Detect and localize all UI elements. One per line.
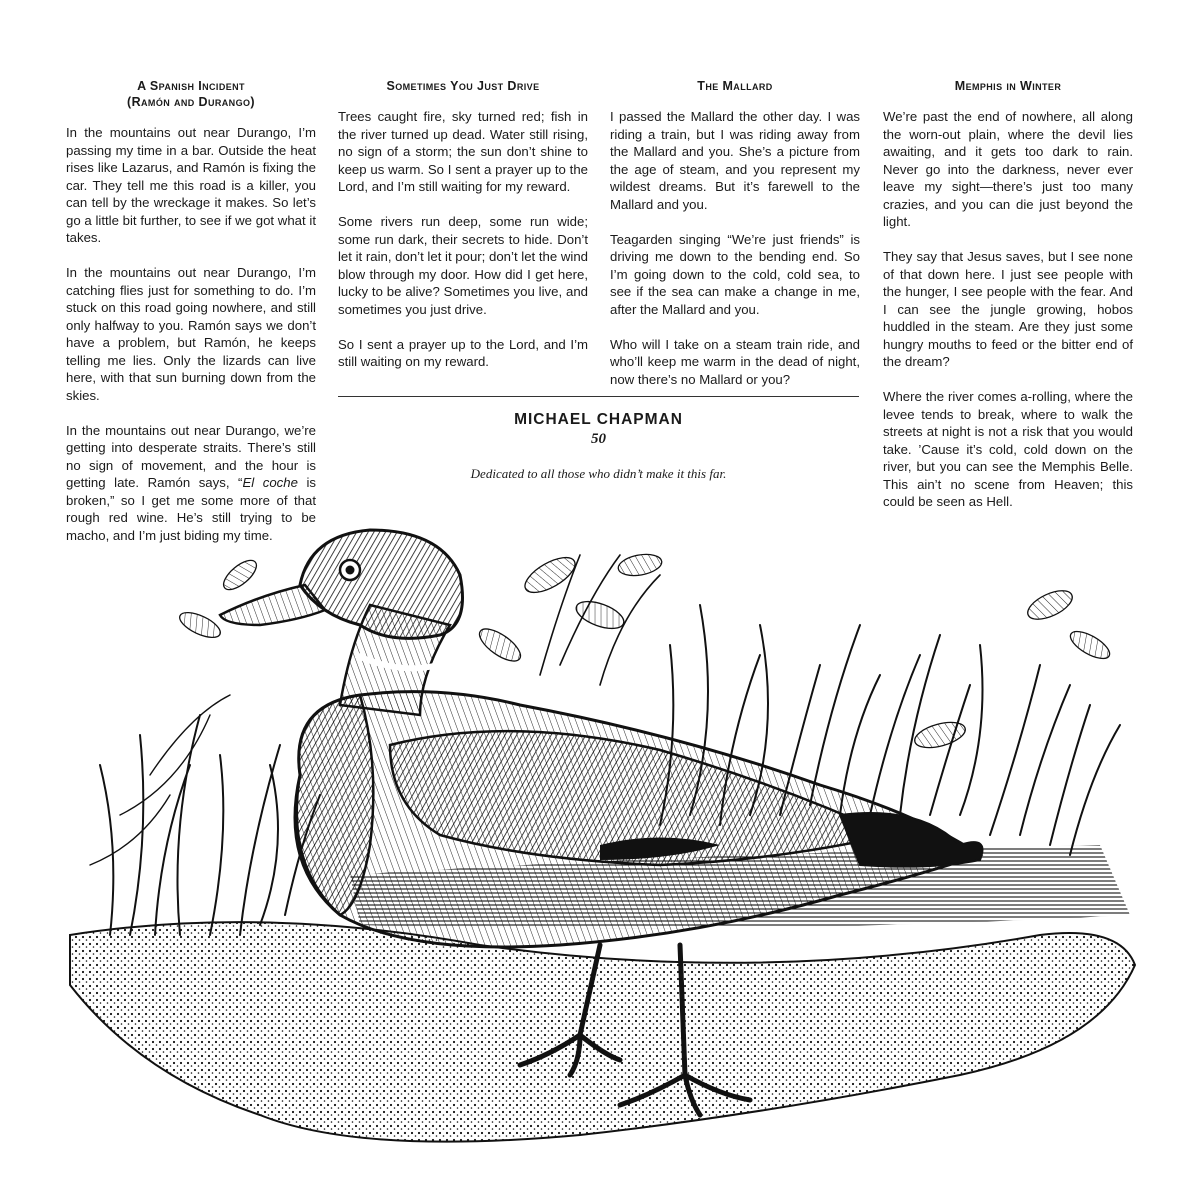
stanza-text: In the mountains out near Durango, we’re getting into desperate straits. There’s still no sign of movement, and the hour is getting late. Ramón says, “	[66, 422, 316, 490]
artist-name: MICHAEL CHAPMAN	[514, 411, 683, 428]
stanza: We’re past the end of nowhere, all along the worn-out plain, where the devil lies awaiting, and it gets too dark to rain. Never go into the darkness, never ever leave my sight—there’s just too many crazies, and you can die just beyond the light.	[883, 109, 1133, 229]
song-title: Sometimes You Just Drive	[386, 79, 540, 93]
stanza: In the mountains out near Durango, I’m passing my time in a bar. Outside the heat rises like Lazarus, and Ramón is fixing the car. They tell me this road is a killer, you can tell by the wreckage it makes. So let’s go a little bit further, to see if we got what it takes.	[66, 125, 316, 245]
duck-pupil	[346, 566, 355, 575]
stanza-text: is broken,” so I get me some more of that rough red wine. He’s still trying to be macho, and I’m just biding my time.	[66, 475, 317, 543]
credit-block	[338, 411, 859, 482]
stanza: Teagarden singing “We’re just friends” is driving me down to the bending end. So I’m going down to the cold, cold sea, to see if the sea can make a change in me, after the Mallard and you.	[610, 231, 860, 317]
stanza: Trees caught fire, sky turned red; fish in the river turned up dead. Water still rising, no sign of a storm; the sun don’t shine to keep us warm. So I sent a prayer up to the Lord, and I’m still waiting for my reward.	[338, 109, 588, 194]
lyrics-column-memphis-in-winter	[883, 78, 1133, 511]
stanza: They say that Jesus saves, but I see none of that down here. I just see people with the hunger, I see people with the fear. And I can see the jungle growing, hobos huddled in the steam. Are they just some hungry mouths to feed or the bitter end of the dream?	[883, 249, 1133, 369]
stanza: So I sent a prayer up to the Lord, and I’m still waiting on my reward.	[338, 336, 588, 369]
duck-head	[300, 530, 463, 638]
lyrics-column-sometimes-you-just-drive	[338, 78, 588, 371]
stanza: I passed the Mallard the other day. I was riding a train, but I was riding away from the Mallard and you. She’s a picture from the age of steam, and you represent my wildest dreams. But it’s farewell to the Mallard and you.	[610, 109, 860, 212]
song-title	[66, 78, 316, 110]
album-title: 50	[591, 431, 606, 447]
mallard-duck-illustration	[60, 515, 1140, 1175]
ground-shadow	[70, 922, 1135, 1142]
stanza-italic-text: El coche	[242, 475, 298, 490]
stanza: Who will I take on a steam train ride, and who’ll keep me warm in the dead of night, now there’s no Mallard or you?	[610, 336, 860, 387]
stanza: In the mountains out near Durango, I’m catching flies just for something to do. I’m stuck on this road going nowhere, and still only halfway to you. Ramón says we don’t have a problem, but Ramón, he keeps telling me lies. Only the lizards can live here, with that sun burning down from the skies.	[66, 265, 316, 403]
duck-bill	[220, 585, 325, 625]
dedication: Dedicated to all those who didn’t make it this far.	[470, 466, 727, 481]
song-title: Memphis in Winter	[954, 79, 1062, 93]
song-title-text: A Spanish Incident	[137, 79, 245, 93]
stanza: Where the river comes a-rolling, where the levee tends to break, where to walk the streets at night is not a risk that you would take. ’Cause it’s cold, cold down on the river, but you can see the Memphis Belle. This ain’t no scene from Heaven; this could be seen as Hell.	[883, 389, 1133, 509]
divider-rule	[338, 396, 859, 397]
lyrics-column-the-mallard	[610, 78, 860, 388]
stanza: Some rivers run deep, some run wide; some run dark, their secrets to hide. Don’t let it rain, don’t let it pour; don’t let the wind blow through my door. How did I get here, lucky to be alive? Sometimes you live, and sometimes you just drive.	[338, 214, 588, 317]
duck-breast	[297, 695, 374, 915]
lyrics-column-spanish-incident	[66, 78, 316, 544]
song-title: The Mallard	[697, 79, 773, 93]
song-subtitle: (Ramón and Durango)	[127, 95, 255, 109]
duck-tail	[840, 813, 983, 867]
